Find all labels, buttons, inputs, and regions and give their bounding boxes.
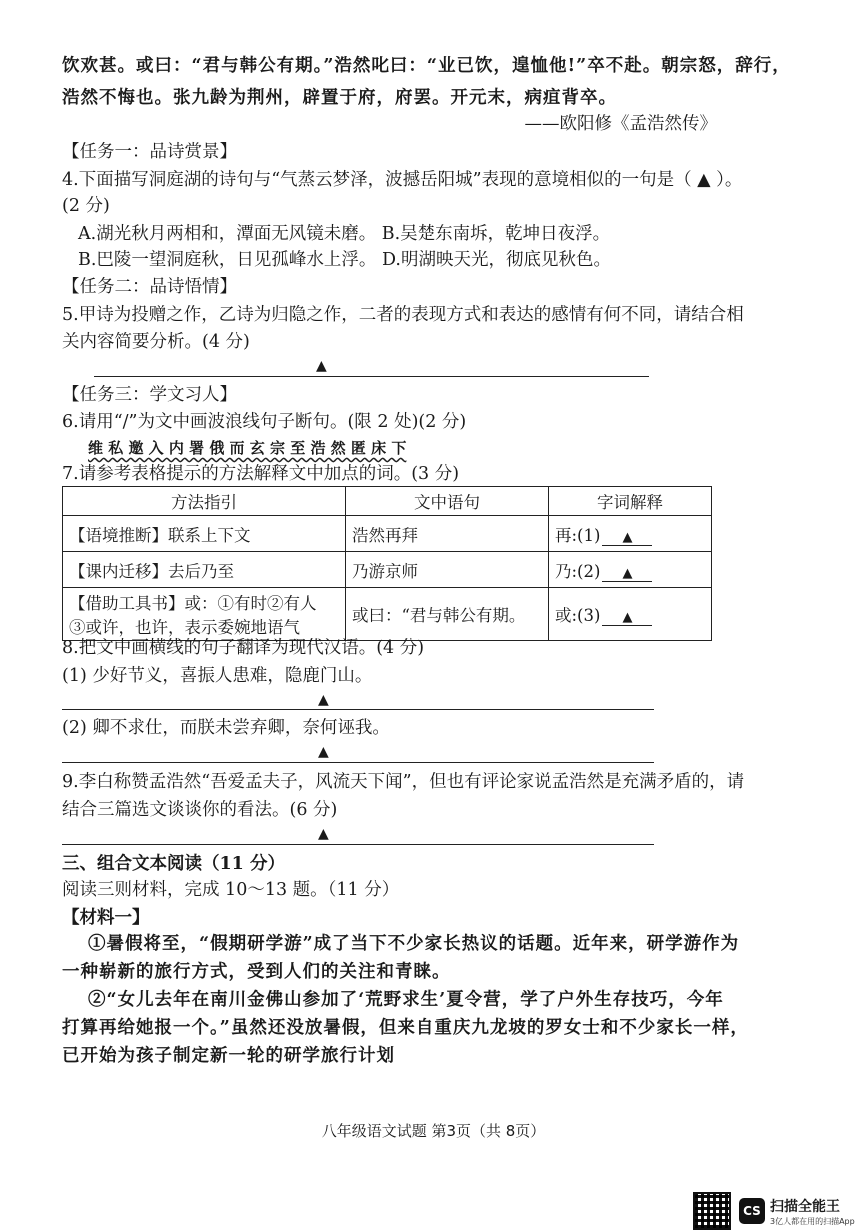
table-header: 字词解释 bbox=[549, 487, 712, 516]
sentence-cell: 浩然再拜 bbox=[346, 516, 549, 552]
passage-line-1: 饮欢甚。或曰：“君与韩公有期。”浩然叱曰：“业已饮，遑恤他!”卒不赴。朝宗怒，辞行， bbox=[62, 56, 791, 76]
q7-table bbox=[62, 486, 712, 641]
method-cell: 【语境推断】联系上下文 bbox=[63, 516, 346, 552]
answer-line[interactable] bbox=[62, 844, 654, 845]
table-header: 文中语句 bbox=[346, 487, 549, 516]
sentence-cell: 乃游京师 bbox=[346, 552, 549, 588]
answer-marker: ▲ bbox=[318, 744, 329, 760]
answer-cell bbox=[549, 588, 712, 641]
section3-title: 三、组合文本阅读（11 分） bbox=[62, 854, 285, 874]
material1-header: 【材料一】 bbox=[62, 908, 150, 928]
q5-line-2: 关内容简要分析。(4 分) bbox=[62, 332, 250, 352]
word-label: 再:(1) bbox=[555, 525, 601, 545]
q8-item-2: (2) 卿不求仕，而朕未尝弃卿，奈何诬我。 bbox=[62, 718, 390, 738]
task3-header: 【任务三：学文习人】 bbox=[62, 385, 237, 405]
material1-p2-line-1: ②“女儿去年在南川金佛山参加了‘荒野求生’夏令营，学了户外生存技巧，今年 bbox=[88, 990, 724, 1010]
q8-stem: 8.把文中画横线的句子翻译为现代汉语。(4 分) bbox=[62, 638, 425, 658]
q4-option-row-2: B.巴陵一望洞庭秋，日见孤峰水上浮。 D.明湖映天光，彻底见秋色。 bbox=[78, 250, 611, 270]
scanner-slogan: 3亿人都在用的扫描App bbox=[770, 1216, 855, 1226]
table-row bbox=[63, 588, 712, 641]
material1-p1-line-1: ①暑假将至，“假期研学游”成了当下不少家长热议的话题。近年来，研学游作为 bbox=[88, 934, 740, 954]
q8-item-1: (1) 少好节义，喜振人患难，隐鹿门山。 bbox=[62, 666, 373, 686]
word-label: 乃:(2) bbox=[555, 561, 601, 581]
answer-line[interactable] bbox=[62, 762, 654, 763]
answer-blank[interactable]: ▲ bbox=[602, 530, 652, 546]
q9-line-2: 结合三篇选文谈谈你的看法。(6 分) bbox=[62, 800, 338, 820]
task2-header: 【任务二：品诗悟情】 bbox=[62, 277, 237, 297]
task1-header: 【任务一：品诗赏景】 bbox=[62, 142, 237, 162]
scanner-watermark bbox=[693, 1192, 855, 1230]
sentence-cell: 或曰：“君与韩公有期。 bbox=[346, 588, 549, 641]
table-header-row bbox=[63, 487, 712, 516]
scanner-name: 扫描全能王 bbox=[770, 1198, 840, 1215]
q4-option-row-1: A.湖光秋月两相和，潭面无风镜未磨。 B.吴楚东南坼，乾坤日夜浮。 bbox=[78, 224, 611, 244]
answer-line[interactable] bbox=[62, 709, 654, 710]
answer-cell bbox=[549, 552, 712, 588]
q7-stem: 7.请参考表格提示的方法解释文中加点的词。(3 分) bbox=[62, 464, 460, 484]
page-footer: 八年级语文试题 第3页（共 8页） bbox=[321, 1122, 546, 1140]
answer-line[interactable] bbox=[94, 376, 649, 377]
q4-stem: 4.下面描写洞庭湖的诗句与“气蒸云梦泽，波撼岳阳城”表现的意境相似的一句是（ ▲ ）。 bbox=[62, 170, 743, 190]
material1-p2-line-3: 已开始为孩子制定新一轮的研学旅行计划 bbox=[62, 1046, 395, 1066]
q6-sentence: 维 私 邀 入 内 署 俄 而 玄 宗 至 浩 然 匿 床 下 bbox=[88, 439, 407, 457]
table-header: 方法指引 bbox=[63, 487, 346, 516]
method-line-2: ③或许，也许，表示委婉地语气 bbox=[69, 618, 300, 637]
q9-line-1: 9.李白称赞孟浩然“吾爱孟夫子，风流天下闻”，但也有评论家说孟浩然是充满矛盾的，请 bbox=[62, 772, 745, 792]
scanner-brand bbox=[770, 1196, 855, 1227]
section3-instruction: 阅读三则材料，完成 10～13 题。（11 分） bbox=[62, 880, 400, 900]
table-row bbox=[63, 516, 712, 552]
q5-line-1: 5.甲诗为投赠之作，乙诗为归隐之作，二者的表现方式和表达的感情有何不同，请结合相 bbox=[62, 305, 744, 325]
answer-blank[interactable]: ▲ bbox=[602, 610, 652, 626]
table-row bbox=[63, 552, 712, 588]
passage-source: ——欧阳修《孟浩然传》 bbox=[524, 114, 717, 134]
answer-cell bbox=[549, 516, 712, 552]
passage-line-2: 浩然不悔也。张九龄为荆州，辟置于府，府罢。开元末，病疽背卒。 bbox=[62, 88, 617, 108]
method-line-1: 【借助工具书】或：①有时②有人 bbox=[69, 594, 317, 613]
q4-score: (2 分) bbox=[62, 196, 110, 216]
material1-p1-line-2: 一种崭新的旅行方式，受到人们的关注和青睐。 bbox=[62, 962, 451, 982]
material1-p2-line-2: 打算再给她报一个。”虽然还没放暑假，但来自重庆九龙坡的罗女士和不少家长一样， bbox=[62, 1018, 749, 1038]
answer-marker: ▲ bbox=[318, 826, 329, 842]
camscanner-logo-icon: CS bbox=[739, 1198, 765, 1224]
answer-marker: ▲ bbox=[318, 692, 329, 708]
method-cell: 【课内迁移】去后乃至 bbox=[63, 552, 346, 588]
method-cell bbox=[63, 588, 346, 641]
word-label: 或:(3) bbox=[555, 606, 601, 625]
qr-code-icon bbox=[693, 1192, 731, 1230]
q6-stem: 6.请用“/”为文中画波浪线句子断句。(限 2 处)(2 分) bbox=[62, 412, 467, 432]
answer-blank[interactable]: ▲ bbox=[602, 566, 652, 582]
answer-marker: ▲ bbox=[316, 358, 327, 374]
